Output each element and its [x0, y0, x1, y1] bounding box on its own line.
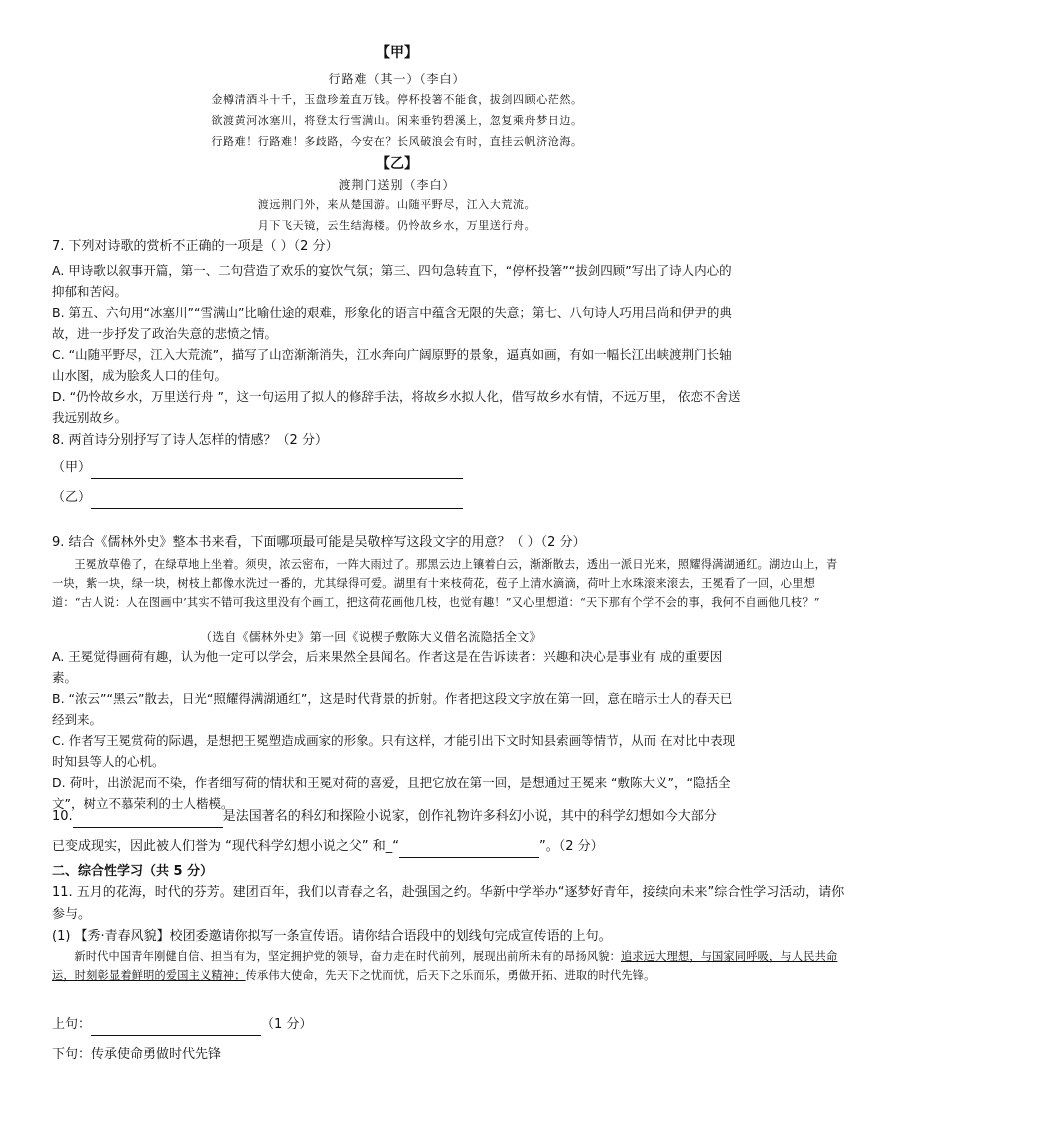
q11-passage-a: 新时代中国青年刚健自信、担当有为，坚定拥护党的领导，奋力走在时代前列，展现出前所未有的昂扬风貌： [74, 950, 621, 963]
q11-passage [0, 947, 898, 985]
q8-answer-jia [0, 457, 846, 479]
q10-line2 [0, 836, 898, 858]
q7-option-b: B. 第五、六句用“冰塞川”“雪满山”比喻仕途的艰难，形象化的语言中蕴含无限的失意；第七、八句诗人巧用吕尚和伊尹的典故，进一步抒发了政治失意的悲愤之情。 [52, 305, 732, 341]
q9-option-a: A. 王冕觉得画荷有趣，认为他一定可以学会，后来果然全县闻名。作者这是在告诉读者：兴趣和决心是事业有 成的重要因素。 [52, 649, 723, 685]
q9-options [0, 646, 794, 814]
q11-upper-line [0, 1014, 846, 1036]
q7-stem: 7. 下列对诗歌的赏析不正确的一项是（ ）（2 分） [52, 239, 339, 254]
q8-yi-label: （乙） [52, 490, 92, 505]
q10-number: 10. [52, 809, 73, 824]
q9-stem: 9. 结合《儒林外史》整本书来看，下面哪项最可能是吴敬梓写这段文字的用意？（ ）（2 分） [52, 535, 586, 550]
yi-title: 渡荆门送别（李白） [338, 178, 456, 192]
poem-line: 金樽清酒斗十千，玉盘珍羞直万钱。停杯投箸不能食，拔剑四顾心茫然。 [211, 93, 583, 106]
poem-line: 渡远荆门外，来从楚国游。山随平野尽，江入大荒流。 [257, 198, 537, 211]
answer-blank[interactable] [91, 1021, 261, 1036]
q8-answer-yi [0, 487, 846, 509]
q8-stem: 8. 两首诗分别抒写了诗人怎样的情感？（2 分） [52, 433, 328, 448]
upper-score: （1 分） [261, 1017, 313, 1032]
answer-blank[interactable] [91, 464, 463, 479]
q10-text2b: ”。（2 分） [538, 839, 604, 854]
poem-line: 行路难！行路难！多歧路，今安在？长风破浪会有时，直挂云帆济沧海。 [211, 135, 583, 148]
q9-passage: 王冕放草倦了，在绿草地上坐着。须臾，浓云密布，一阵大雨过了。那黑云边上镶着白云，渐渐散去，透出一派日光来，照耀得满湖通红。湖边山上，青一块，紫一块，绿一块，树枝上都像水洗过一番的，尤其绿得可爱。湖里有十来枝荷花，苞子上清水滴滴，荷叶上水珠滚来滚去，王冕看了一回，心里想道：“古人说：人在图画中’其实不错可我这里没有个画工，把这荷花画他几枝，也觉有趣！”又心里想道：“天下那有个学不会的事，我何不自画他几枝？” [52, 558, 838, 609]
q9-option-b: B. “浓云”“黑云”散去，日光“照耀得满湖通红”，这是时代背景的折射。作者把这段文字放在第一回，意在暗示士人的春天已经到来。 [52, 691, 733, 727]
jia-poem [0, 89, 794, 152]
q11-sub1: (1) 【秀·青春风貌】校团委邀请你拟写一条宣传语。请你结合语段中的划线句完成宣传语的上句。 [52, 929, 612, 944]
q10-text1: 是法国著名的科幻和探险小说家，创作礼物许多科幻小说，其中的科学幻想如今大部分 [222, 809, 717, 824]
q9-option-c: C. 作者写王冕赏荷的际遇，是想把王冕塑造成画家的形象。只有这样，才能引出下文时知县索画等情节，从而 在对比中表现时知县等人的心机。 [52, 733, 736, 769]
q10-text2a: 已变成现实，因此被人们誉为 “现代科学幻想小说之父” 和_“ [52, 839, 399, 854]
answer-blank[interactable] [73, 813, 223, 828]
yi-poem [0, 194, 794, 236]
q9-option-d: D. 荷叶，出淤泥而不染，作者细写荷的情状和王冕对荷的喜爱，且把它放在第一回，是想通过王冕来 “敷陈大义”，“隐括全文”，树立不慕荣利的士人楷模。 [52, 775, 731, 811]
q11-stem: 11. 五月的花海，时代的芬芳。建团百年，我们以青春之名，赴强国之约。华新中学举办“逐梦好青年，接续向未来”综合性学习活动，请你参与。 [52, 885, 845, 922]
q7-option-a: A. 甲诗歌以叙事开篇，第一、二句营造了欢乐的宴饮气氛；第三、四句急转直下，“停杯投箸”“拔剑四顾”写出了诗人内心的抑郁和苦闷。 [52, 263, 732, 299]
q7-options [0, 260, 794, 428]
q8-jia-label: （甲） [52, 460, 92, 475]
poem-line: 月下飞天镜，云生结海楼。仍怜故乡水，万里送行舟。 [257, 219, 537, 232]
jia-label: 【甲】 [376, 45, 418, 61]
answer-blank[interactable] [91, 494, 463, 509]
poem-line: 欲渡黄河冰塞川，将登太行雪满山。闲来垂钓碧溪上，忽复乘舟梦日边。 [211, 114, 583, 127]
answer-blank[interactable] [399, 843, 539, 858]
upper-label: 上句： [52, 1017, 92, 1032]
q7-option-d: D. “仍怜故乡水，万里送行舟 ”，这一句运用了拟人的修辞手法，将故乡水拟人化，借写故乡水有情，不远万里， 依恋不舍送我远别故乡。 [52, 389, 741, 425]
q11-underlined-sentence: 追求远大理想，与国家同呼吸，与人民共命运，时刻彰显着鲜明的爱国主义精神； [52, 950, 838, 982]
q10-line1 [0, 806, 898, 828]
jia-title: 行路难（其一）（李白） [328, 72, 466, 86]
q7-option-c: C. “山随平野尽，江入大荒流”，描写了山峦渐渐消失，江水奔向广阔原野的景象，逼真如画，有如一幅长江出峡渡荆门长轴山水图，成为脍炙人口的佳句。 [52, 347, 732, 383]
section2-title: 二、综合性学习（共 5 分） [52, 864, 214, 879]
q11-lower-line: 下句：传承使命勇做时代先锋 [52, 1047, 222, 1062]
q9-source: （选自《儒林外史》第一回《说楔子敷陈大义借名流隐括全文》 [200, 630, 542, 644]
q11-passage-b: 传承伟大使命，先天下之忧而忧，后天下之乐而乐，勇做开拓、进取的时代先锋。 [245, 969, 656, 982]
yi-label: 【乙】 [376, 156, 418, 172]
